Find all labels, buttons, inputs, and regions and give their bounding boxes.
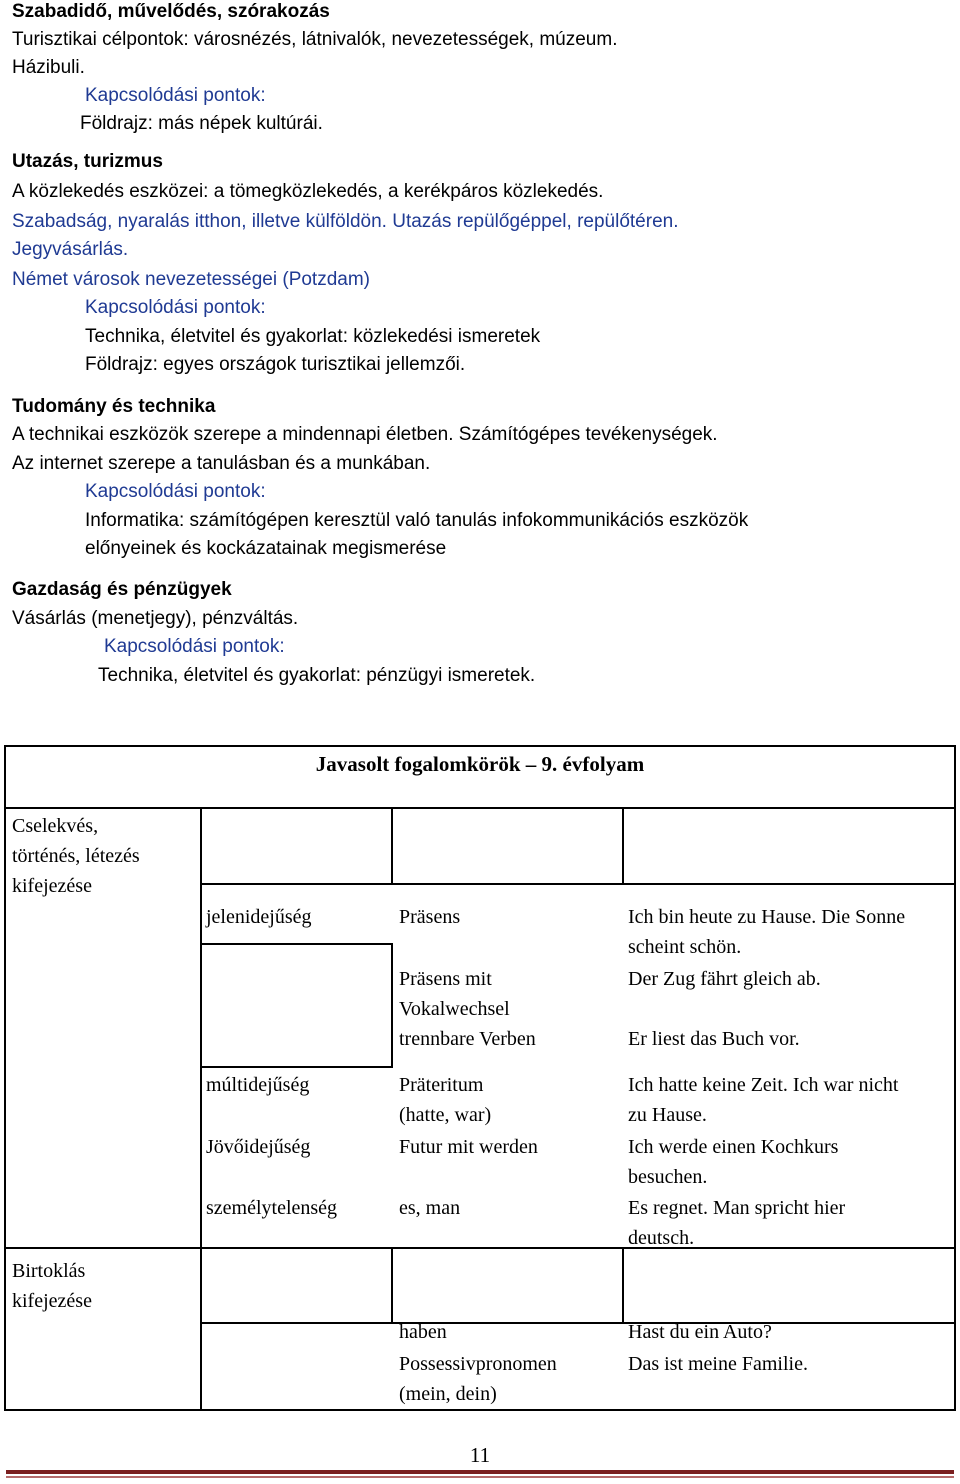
body-text: Szabadság, nyaralás itthon, illetve külföldön. Utazás repülőgéppel, repülőtéren. [12,211,679,232]
section-heading: Gazdaság és pénzügyek [12,579,232,600]
example-sentence: Er liest das Buch vor. [628,1028,800,1050]
table-rule [6,807,954,809]
grammar-form: es, man [399,1197,461,1219]
footer-rule [6,1470,954,1474]
table-title: Javasolt fogalomkörök – 9. évfolyam [315,752,645,776]
grammar-form: Possessivpronomen (mein, dein) [399,1353,557,1405]
section-heading: Tudomány és technika [12,396,216,417]
body-text: Az internet szerepe a tanulásban és a munkában. [12,453,431,474]
grammar-form: haben [399,1321,447,1343]
table-rule [200,943,393,945]
topics-table [4,745,956,1411]
connection-points-label: Kapcsolódási pontok: [104,636,285,657]
example-sentence: Der Zug fährt gleich ab. [628,968,821,990]
body-text: Házibuli. [12,57,85,78]
body-text: Turisztikai célpontok: városnézés, látnivalók, nevezetességek, múzeum. [12,29,618,50]
body-text: Vásárlás (menetjegy), pénzváltás. [12,608,299,629]
connection-item: Földrajz: más népek kultúrái. [80,113,323,134]
grammar-form: Präsens [399,906,461,928]
grammar-label: múltidejűség [206,1074,310,1096]
grammar-label: jelenidejűség [206,906,312,928]
connection-points-label: Kapcsolódási pontok: [85,481,266,502]
table-rule [622,1247,624,1324]
table-rule [200,883,954,885]
connection-item: Informatika: számítógépen keresztül való tanulás infokommunikációs eszközök [85,510,749,531]
table-rule [391,943,393,1068]
body-text: A technikai eszközök szerepe a mindennapi életben. Számítógépes tevékenységek. [12,424,718,445]
table-rule [200,1322,954,1324]
grammar-form: Präsens mit Vokalwechsel trennbare Verben [399,968,536,1050]
category-label: Cselekvés, történés, létezés kifejezése [12,815,140,897]
grammar-label: személytelenség [206,1197,338,1219]
body-text: Német városok nevezetességei (Potzdam) [12,269,370,290]
connection-points-label: Kapcsolódási pontok: [85,85,266,106]
body-text: Jegyvásárlás. [12,239,129,260]
section-heading: Szabadidő, művelődés, szórakozás [12,1,330,22]
grammar-form: Futur mit werden [399,1136,538,1158]
grammar-label: Jövőidejűség [206,1136,311,1158]
example-sentence: Ich bin heute zu Hause. Die Sonne scheint schön. [628,906,906,958]
body-text: A közlekedés eszközei: a tömegközlekedés, a kerékpáros közlekedés. [12,181,604,202]
footer-rule [6,1476,954,1478]
connection-item: Technika, életvitel és gyakorlat: pénzügyi ismeretek. [98,665,536,686]
table-rule [391,807,393,885]
category-label: Birtoklás kifejezése [12,1260,92,1312]
example-sentence: Das ist meine Familie. [628,1353,808,1375]
table-rule [391,1247,393,1324]
section-heading: Utazás, turizmus [12,151,163,172]
example-sentence: Ich werde einen Kochkurs besuchen. [628,1136,839,1188]
example-sentence: Hast du ein Auto? [628,1321,772,1343]
example-sentence: Ich hatte keine Zeit. Ich war nicht zu Hause. [628,1074,899,1126]
grammar-form: Präteritum (hatte, war) [399,1074,492,1126]
table-rule [622,807,624,885]
example-sentence: Es regnet. Man spricht hier deutsch. [628,1197,846,1249]
table-rule [200,807,202,1409]
connection-item: előnyeinek és kockázatainak megismerése [85,538,447,559]
connection-points-label: Kapcsolódási pontok: [85,297,266,318]
connection-item: Technika, életvitel és gyakorlat: közlekedési ismeretek [85,326,541,347]
connection-item: Földrajz: egyes országok turisztikai jellemzői. [85,354,466,375]
page-number: 11 [469,1443,491,1467]
table-rule [200,1066,393,1068]
